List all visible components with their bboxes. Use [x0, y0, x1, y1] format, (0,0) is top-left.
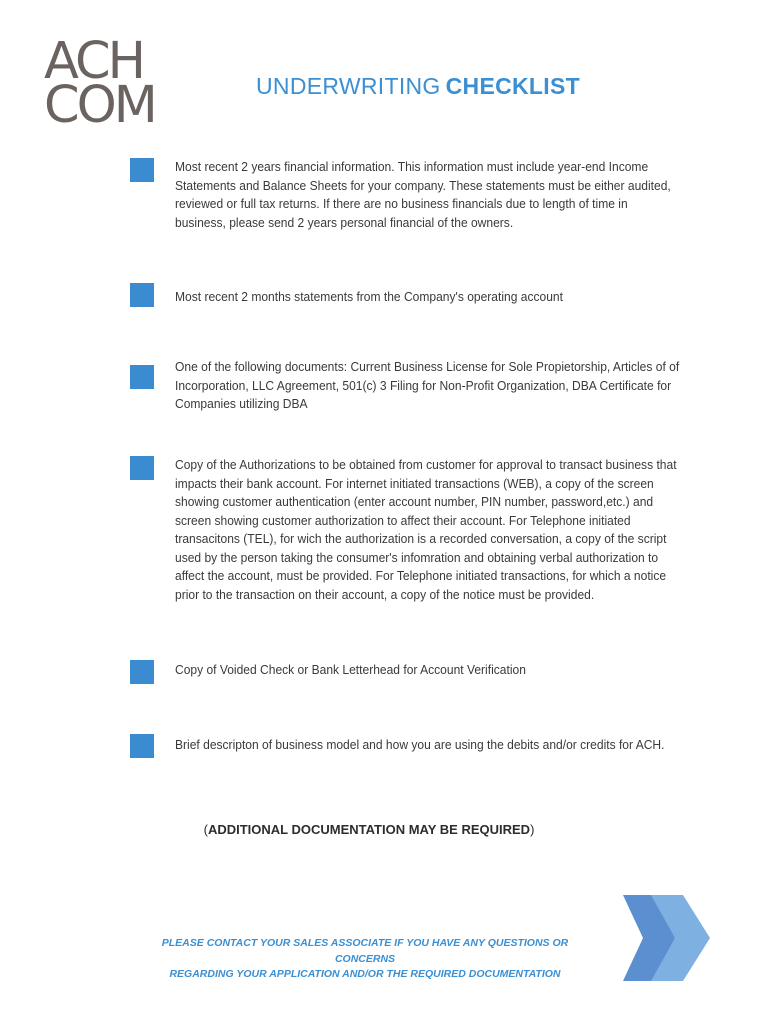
checklist-item-text: One of the following documents: Current Business License for Sole Propietorship, Articles of of Incorporation, LLC Agreement, 501(c) 3 Filing for Non-Profit Organization, DBA Certificate for Companies utilizing DBA	[175, 359, 680, 411]
checkbox-icon[interactable]	[130, 456, 154, 480]
title-light: UNDERWRITING	[256, 73, 441, 99]
note-bold: ADDITIONAL DOCUMENTATION MAY BE REQUIRED	[207, 822, 531, 837]
checklist-item-text: Most recent 2 months statements from the Company's operating account	[175, 289, 563, 304]
checklist-item-text: Copy of the Authorizations to be obtained from customer for approval to transact business that impacts their bank account. For internet initiated transactions (WEB), a copy of the screen showing customer authentication (enter account number, PIN number, password,etc.) and screen showing customer authorization to affect their account. For Telephone initiated transacitons (TEL), for wich the authorization is a recorded conversation, a copy of the script used by the person taking the consumer's infomration and obtaining verbal authorization to affect the account, must be provided. For Telephone initiated transactions, for which a notice prior to the transaction on their account, a copy of the notice must be provided.	[175, 457, 677, 602]
achcom-logo	[44, 32, 155, 135]
additional-docs-note	[0, 822, 738, 837]
checklist-item-text: Brief descripton of business model and how you are using the debits and/or credits for ACH.	[175, 737, 665, 752]
checkbox-icon[interactable]	[130, 365, 154, 389]
checklist-item-text: Copy of Voided Check or Bank Letterhead for Account Verification	[175, 662, 526, 677]
checklist-item-text: Most recent 2 years financial information. This information must include year-end Income Statements and Balance Sheets for your company. These statements must be either audited, reviewed or full tax returns. If there are no business financials due to length of time in business, please send 2 years personal financial of the owners.	[175, 159, 671, 230]
note-open: (	[203, 822, 208, 837]
checkbox-icon[interactable]	[130, 158, 154, 182]
logo-line-1: ACH	[44, 32, 143, 91]
checkbox-icon[interactable]	[130, 734, 154, 758]
title-bold: CHECKLIST	[445, 73, 580, 99]
page-title	[256, 73, 580, 100]
note-close: )	[530, 822, 535, 837]
double-chevron-icon	[615, 893, 715, 983]
footer-line-2: REGARDING YOUR APPLICATION AND/OR THE REQUIRED DOCUMENTATION	[169, 968, 561, 980]
checkbox-icon[interactable]	[130, 283, 154, 307]
contact-footer	[140, 936, 590, 983]
checkbox-icon[interactable]	[130, 660, 154, 684]
footer-line-1: PLEASE CONTACT YOUR SALES ASSOCIATE IF YOU HAVE ANY QUESTIONS OR CONCERNS	[161, 937, 569, 965]
logo-line-2: COM	[44, 75, 155, 135]
